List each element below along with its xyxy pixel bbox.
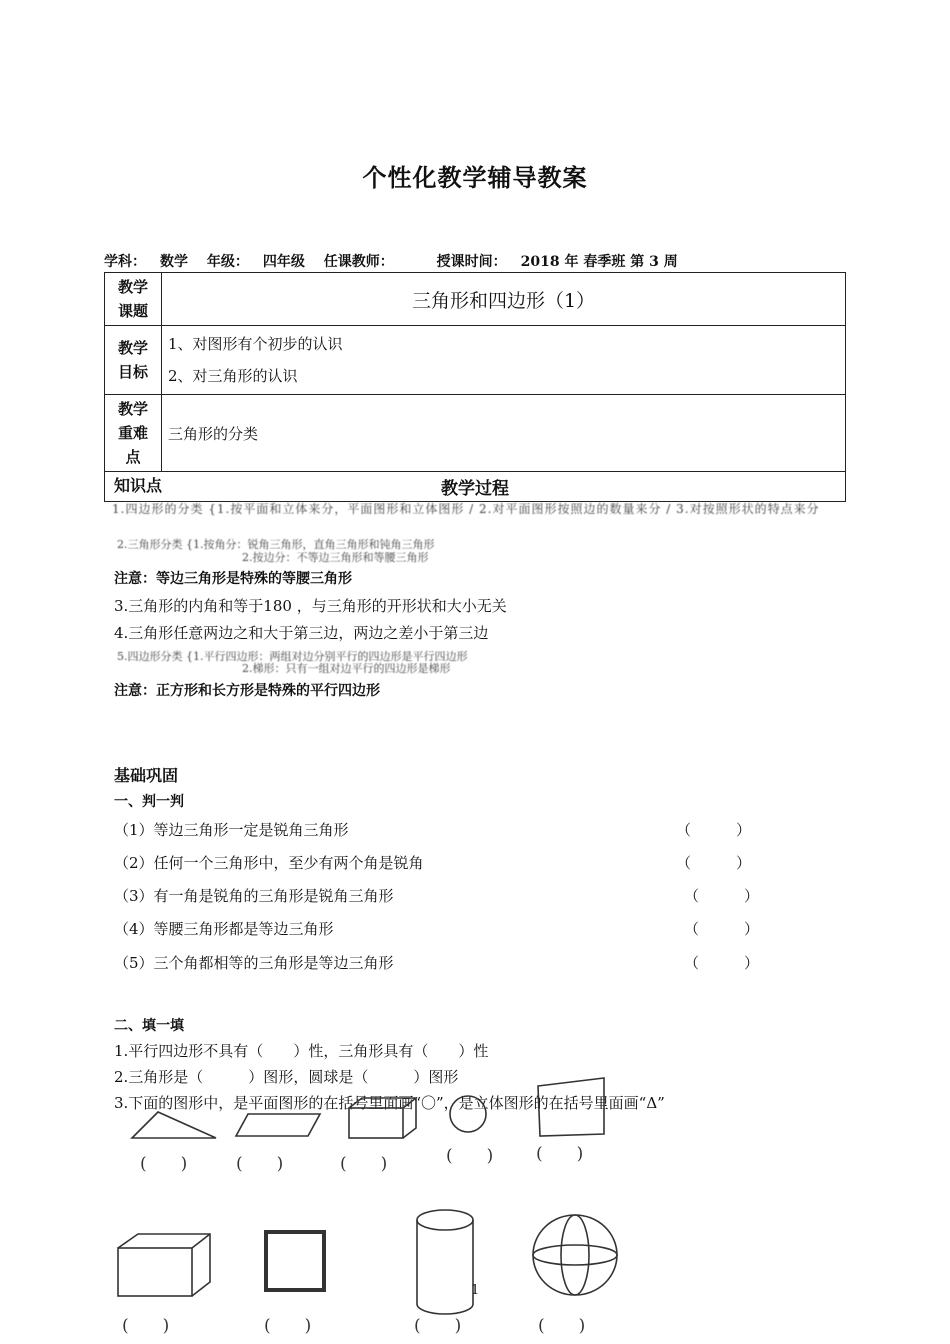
answer-paren[interactable]: （ ） <box>676 821 752 839</box>
sphere-icon <box>530 1212 620 1298</box>
focus-value: 三角形的分类 <box>162 395 846 472</box>
judge-item: （5）三个角都相等的三角形是等边三角形 <box>114 954 394 972</box>
judge-item: （2）任何一个三角形中，至少有两个角是锐角 <box>114 854 424 872</box>
note-square: 注意：正方形和长方形是特殊的平行四边形 <box>114 683 380 699</box>
process-heading: 教学过程 <box>105 472 846 502</box>
shape-answer-paren[interactable]: ( ) <box>446 1146 494 1166</box>
cube-icon <box>346 1096 422 1140</box>
goal-item: 1、对图形有个初步的认识 <box>168 335 343 353</box>
knowledge-heading: 知识点 <box>114 476 163 495</box>
square-icon <box>262 1228 328 1294</box>
shape-answer-paren[interactable]: ( ) <box>340 1154 388 1174</box>
point-side-rule: 4.三角形任意两边之和大于第三边，两边之差小于第三边 <box>114 624 489 642</box>
answer-paren[interactable]: （ ） <box>684 954 760 972</box>
scanned-quad-trapezoid: 2.梯形：只有一组对边平行的四边形是梯形 <box>242 662 451 675</box>
scanned-classification: 1.四边形的分类 {1.按平面和立体来分，平面图形和立体图形 / 2.对平面图形按照边的数量来分 / 3.对按照形状的特点来分 <box>112 502 820 516</box>
note-equilateral: 注意：等边三角形是特殊的等腰三角形 <box>114 571 352 587</box>
triangle-icon <box>128 1110 220 1140</box>
fill-item: 3.下面的图形中，是平面图形的在括号里面画“〇”，是立体图形的在括号里面画“Δ” <box>114 1094 665 1112</box>
page-number: 1 <box>471 1283 480 1298</box>
scanned-quad-parallelogram: 5.四边形分类 {1.平行四边形：两组对边分别平行的四边形是平行四边形 <box>117 650 468 663</box>
basics-heading: 基础巩固 <box>114 766 179 785</box>
answer-paren[interactable]: （ ） <box>684 887 760 905</box>
scanned-triangle-angle: 2.三角形分类 {1.按角分：锐角三角形，直角三角形和钝角三角形 <box>117 538 435 551</box>
page-title: 个性化教学辅导教案 <box>362 163 588 192</box>
judge-item: （1）等边三角形一定是锐角三角形 <box>114 821 349 839</box>
goal-item: 2、对三角形的认识 <box>168 367 298 385</box>
fill-heading: 二、填一填 <box>114 1018 184 1034</box>
shape-answer-paren[interactable]: ( ) <box>140 1154 188 1174</box>
trapezoid-icon <box>536 1076 606 1138</box>
judge-heading: 一、判一判 <box>114 794 184 810</box>
topic-value: 三角形和四边形（1） <box>162 273 846 326</box>
goals-cell <box>162 326 846 395</box>
scanned-triangle-side: 2.按边分：不等边三角形和等腰三角形 <box>242 551 429 564</box>
shape-answer-paren[interactable]: ( ) <box>236 1154 284 1174</box>
circle-icon <box>440 1096 496 1132</box>
answer-paren[interactable]: （ ） <box>676 854 752 872</box>
grade-value: 四年级 <box>262 254 305 270</box>
subject-value: 数学 <box>160 254 188 270</box>
answer-paren[interactable]: （ ） <box>684 920 760 938</box>
point-angle-sum: 3.三角形的内角和等于180 ，与三角形的开形状和大小无关 <box>114 597 507 615</box>
shape-answer-paren[interactable]: ( ) <box>264 1316 312 1336</box>
subject-label: 学科： <box>104 254 146 270</box>
fill-item: 2.三角形是（ ）图形，圆球是（ ）图形 <box>114 1068 459 1086</box>
focus-label: 教学重难点 <box>105 395 162 472</box>
judge-item: （3）有一角是锐角的三角形是锐角三角形 <box>114 887 394 905</box>
fill-item: 1.平行四边形不具有（ ）性，三角形具有（ ）性 <box>114 1042 489 1060</box>
shape-answer-paren[interactable]: ( ) <box>122 1316 170 1336</box>
lesson-plan-table <box>104 272 846 502</box>
teacher-label: 任课教师： <box>323 254 394 270</box>
time-label: 授课时间： <box>436 254 507 270</box>
grade-label: 年级： <box>206 254 249 270</box>
time-value: 2018 年 春季班 第 3 周 <box>520 254 678 270</box>
shape-answer-paren[interactable]: ( ) <box>538 1316 586 1336</box>
shape-answer-paren[interactable]: ( ) <box>536 1144 584 1164</box>
shape-answer-paren[interactable]: ( ) <box>414 1316 462 1336</box>
topic-label: 教学课题 <box>105 273 162 326</box>
judge-item: （4）等腰三角形都是等边三角形 <box>114 920 334 938</box>
lesson-meta <box>104 251 692 271</box>
cuboid-icon <box>116 1232 212 1298</box>
parallelogram-icon <box>234 1112 324 1138</box>
goals-label: 教学目标 <box>105 326 162 395</box>
cylinder-icon <box>412 1208 478 1318</box>
